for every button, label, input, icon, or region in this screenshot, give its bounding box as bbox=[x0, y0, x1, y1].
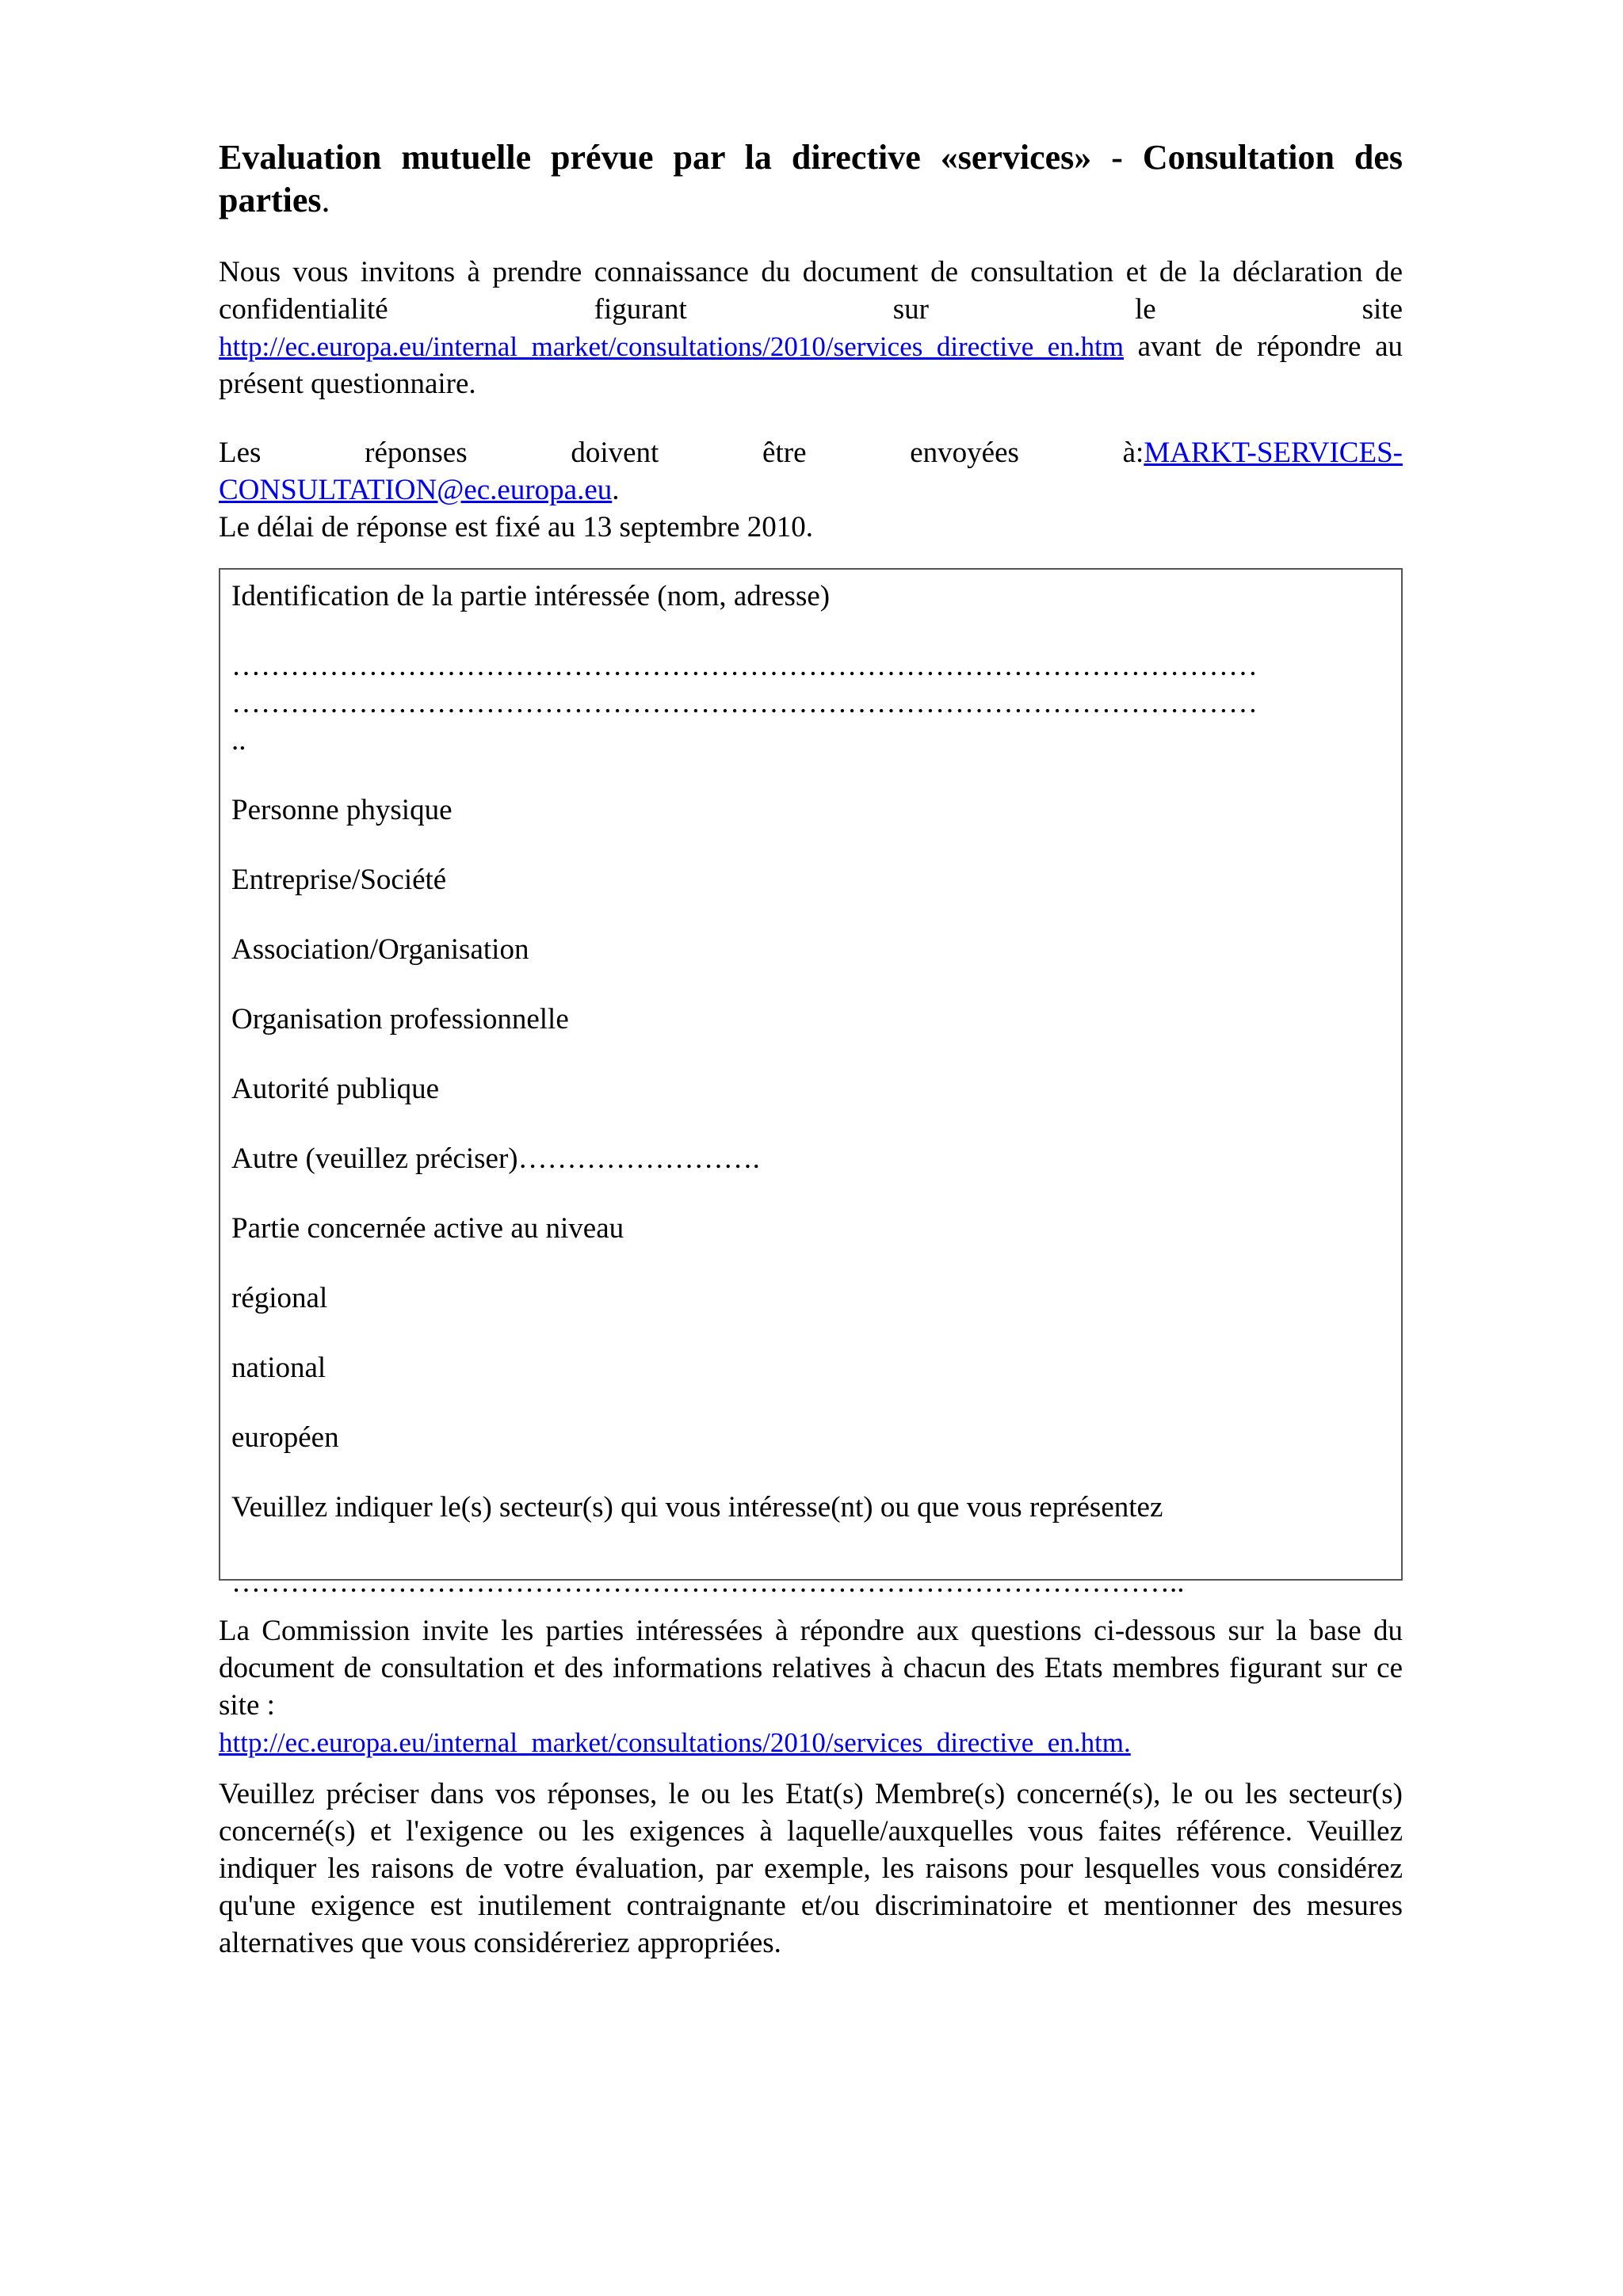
address-dots-end: .. bbox=[231, 724, 246, 757]
responses-word: envoyées bbox=[910, 437, 1019, 469]
intro-paragraph bbox=[219, 254, 1403, 402]
option-entreprise[interactable]: Entreprise/Société bbox=[231, 864, 447, 896]
option-association[interactable]: Association/Organisation bbox=[231, 933, 529, 966]
option-national[interactable]: national bbox=[231, 1352, 327, 1384]
responses-word: doivent bbox=[571, 437, 659, 469]
identification-label: Identification de la partie intéressée (nom, adresse) bbox=[231, 580, 831, 612]
responses-word: à: bbox=[1122, 437, 1144, 469]
responses-word: réponses bbox=[365, 437, 468, 469]
commission-paragraph bbox=[219, 1612, 1403, 1761]
level-label: Partie concernée active au niveau bbox=[231, 1212, 624, 1245]
responses-word-last bbox=[1123, 434, 1403, 471]
option-organisation-pro[interactable]: Organisation professionnelle bbox=[231, 1003, 569, 1035]
title-end: . bbox=[321, 181, 330, 219]
instructions-paragraph: Veuillez préciser dans vos réponses, le ou les Etat(s) Membre(s) concerné(s), le ou les secteur(s) concerné(s) et l'exigence ou les exigences à laquelle/auxquelles vous faites référence. Veuillez indiquer les raisons de votre évaluation, par exemple, les raisons pour lesquelles vous considérez qu'une exigence est inutilement contraignante et/ou discriminatoire et mentionner des mesures alternatives que vous considéreriez appropriées. bbox=[219, 1778, 1403, 1959]
sector-dots-line[interactable]: …………………………………………………………………………………….. bbox=[231, 1566, 1185, 1599]
deadline-text: Le délai de réponse est fixé au 13 septembre 2010. bbox=[219, 511, 814, 543]
email-link-part1[interactable]: MARKT-SERVICES- bbox=[1144, 437, 1403, 469]
title-text: Evaluation mutuelle prévue par la directive «services» - Consultation des parties bbox=[219, 138, 1403, 219]
sector-label: Veuillez indiquer le(s) secteur(s) qui vous intéresse(nt) ou que vous représentez bbox=[231, 1491, 1163, 1524]
document-page bbox=[219, 136, 1403, 1962]
email-link-part2[interactable]: CONSULTATION@ec.europa.eu bbox=[219, 474, 613, 506]
option-personne-physique[interactable]: Personne physique bbox=[231, 794, 453, 826]
option-autorite-publique[interactable]: Autorité publique bbox=[231, 1073, 440, 1105]
intro-text-after: avant de répondre au présent questionnaire. bbox=[219, 330, 1403, 400]
email-line bbox=[219, 471, 1403, 509]
commission-text: La Commission invite les parties intéressées à répondre aux questions ci-dessous sur la base du document de consultation et des informations relatives à chacun des Etats membres figurant sur ce site : bbox=[219, 1615, 1403, 1722]
document-title bbox=[219, 136, 1403, 222]
responses-word: être bbox=[762, 437, 807, 469]
responses-word: Les bbox=[219, 437, 262, 469]
option-autre[interactable]: Autre (veuillez préciser)……………………. bbox=[231, 1142, 760, 1175]
address-dots-line[interactable]: …………………………………………………………………………………………… bbox=[231, 687, 1258, 719]
email-end: . bbox=[612, 474, 620, 506]
intro-text: Nous vous invitons à prendre connaissance du document de consultation et de la déclaration de confidentialité figurant sur le site bbox=[219, 256, 1403, 326]
address-dots-line[interactable]: …………………………………………………………………………………………… bbox=[231, 650, 1258, 682]
commission-link[interactable]: http://ec.europa.eu/internal_market/consultations/2010/services_directive_en.htm. bbox=[219, 1727, 1131, 1758]
identification-form bbox=[219, 568, 1403, 1599]
responses-line bbox=[219, 434, 1403, 471]
option-europeen[interactable]: européen bbox=[231, 1421, 339, 1454]
consultation-link[interactable]: http://ec.europa.eu/internal_market/consultations/2010/services_directive_en.htm bbox=[219, 331, 1125, 362]
option-regional[interactable]: régional bbox=[231, 1282, 328, 1314]
responses-block bbox=[219, 434, 1403, 546]
